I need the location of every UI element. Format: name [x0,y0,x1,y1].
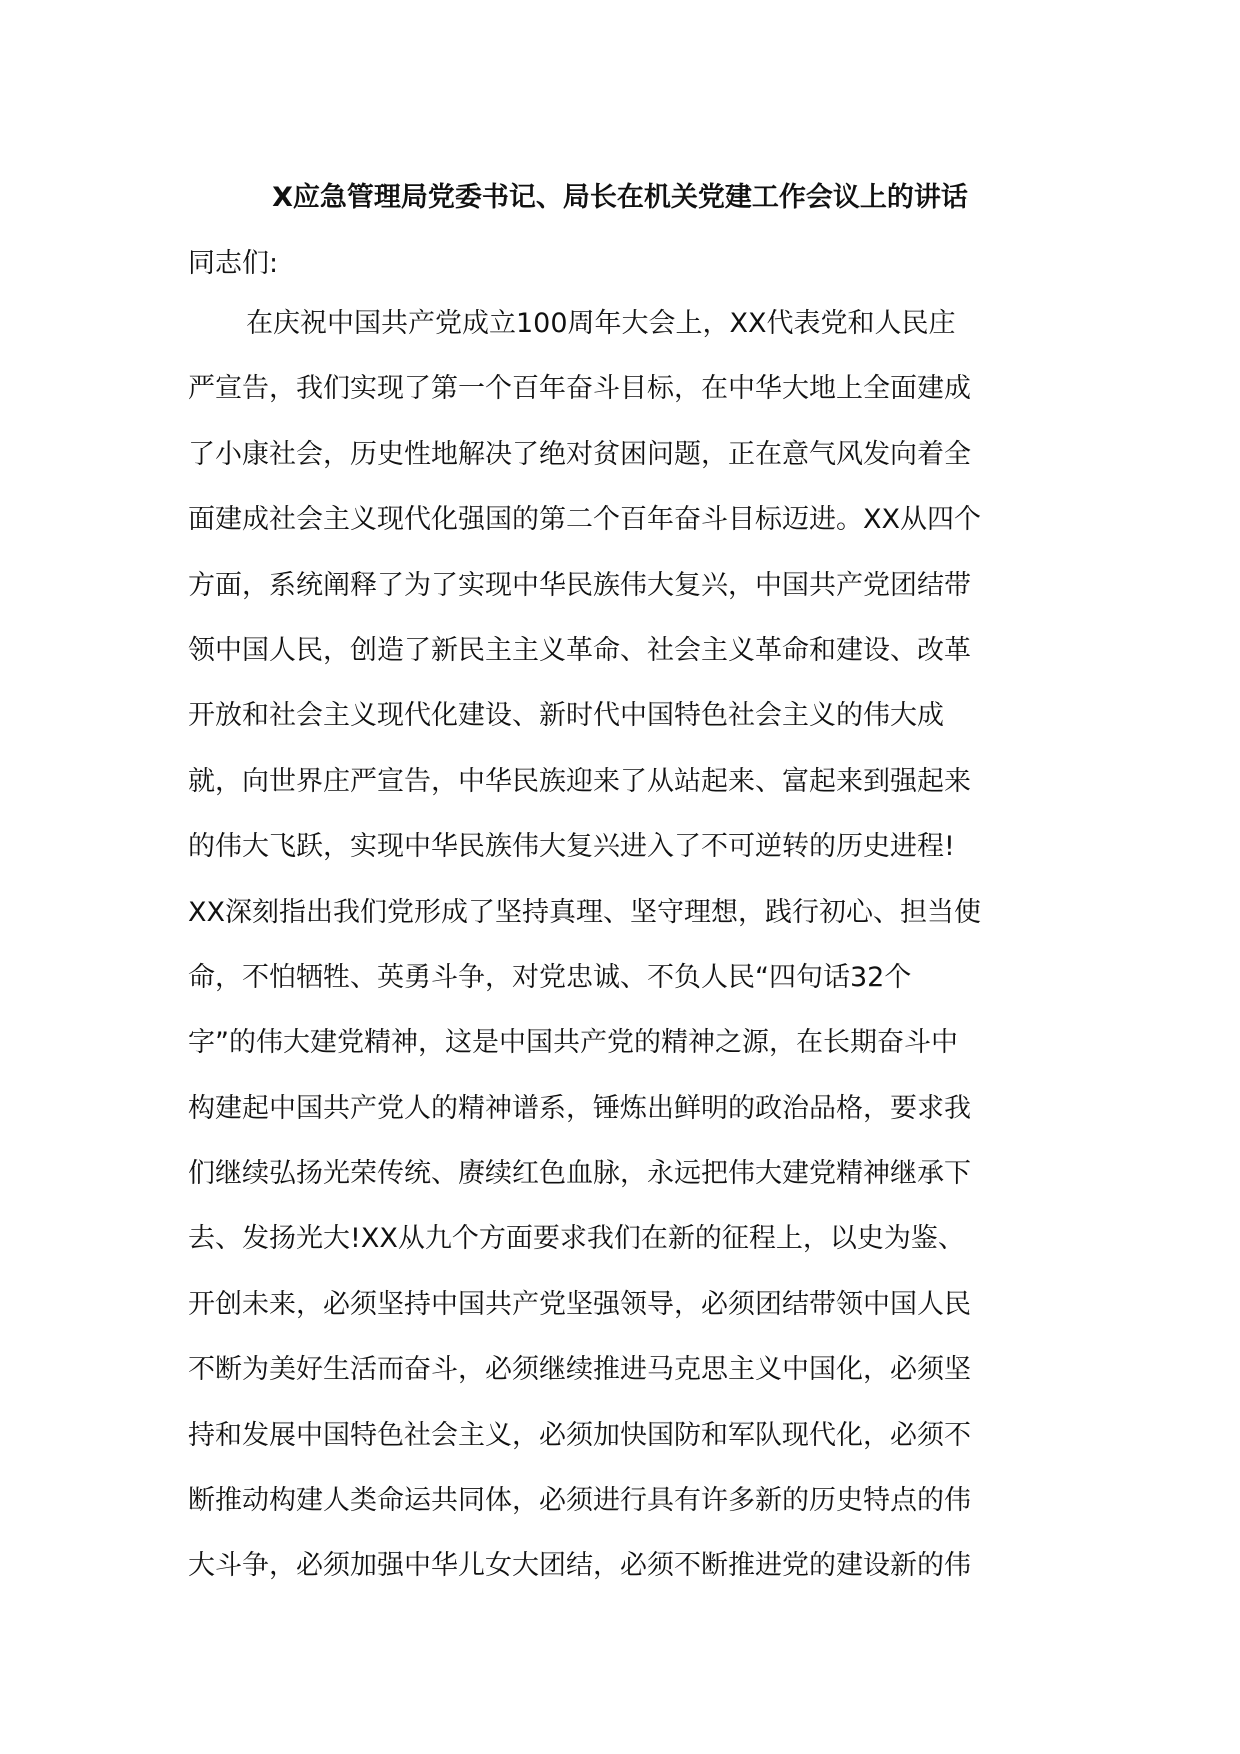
document-title: X应急管理局党委书记、局长在机关党建工作会议上的讲话 [272,182,968,213]
body-paragraph [188,304,1068,1612]
text-line: 方面，系统阐释了为了实现中华民族伟大复兴，中国共产党团结带 [188,569,971,601]
text-line: 持和发展中国特色社会主义，必须加快国防和军队现代化，必须不 [188,1419,971,1451]
text-line: 断推动构建人类命运共同体，必须进行具有许多新的历史特点的伟 [188,1485,971,1517]
text-line: 字”的伟大建党精神，这是中国共产党的精神之源，在长期奋斗中 [188,1027,958,1059]
text-line: 不断为美好生活而奋斗，必须继续推进马克思主义中国化，必须坚 [188,1354,971,1386]
text-line: 开放和社会主义现代化建设、新时代中国特色社会主义的伟大成 [188,700,944,732]
text-line: 去、发扬光大!XX从九个方面要求我们在新的征程上，以史为鉴、 [188,1223,965,1255]
text-line: 面建成社会主义现代化强国的第二个百年奋斗目标迈进。XX从四个 [188,504,981,536]
text-line: 们继续弘扬光荣传统、赓续红色血脉，永远把伟大建党精神继承下 [188,1158,971,1190]
text-line: 命，不怕牺牲、英勇斗争，对党忠诚、不负人民“四句话32个 [188,961,912,993]
text-line: 领中国人民，创造了新民主主义革命、社会主义革命和建设、改革 [188,634,971,666]
text-line: XX深刻指出我们党形成了坚持真理、坚守理想，践行初心、担当使 [188,896,981,928]
text-line: 开创未来，必须坚持中国共产党坚强领导，必须团结带领中国人民 [188,1288,971,1320]
text-line: 就，向世界庄严宣告，中华民族迎来了从站起来、富起来到强起来 [188,765,971,797]
salutation: 同志们: [188,248,279,279]
text-line: 构建起中国共产党人的精神谱系，锤炼出鲜明的政治品格，要求我 [188,1092,971,1124]
text-line: 在庆祝中国共产党成立100周年大会上，XX代表党和人民庄 [246,308,956,339]
text-line: 的伟大飞跃，实现中华民族伟大复兴进入了不可逆转的历史进程! [188,831,955,863]
text-line: 大斗争，必须加强中华儿女大团结，必须不断推进党的建设新的伟 [188,1550,971,1582]
text-line: 了小康社会，历史性地解决了绝对贫困问题，正在意气风发向着全 [188,438,971,470]
text-line: 严宣告，我们实现了第一个百年奋斗目标，在中华大地上全面建成 [188,373,971,405]
